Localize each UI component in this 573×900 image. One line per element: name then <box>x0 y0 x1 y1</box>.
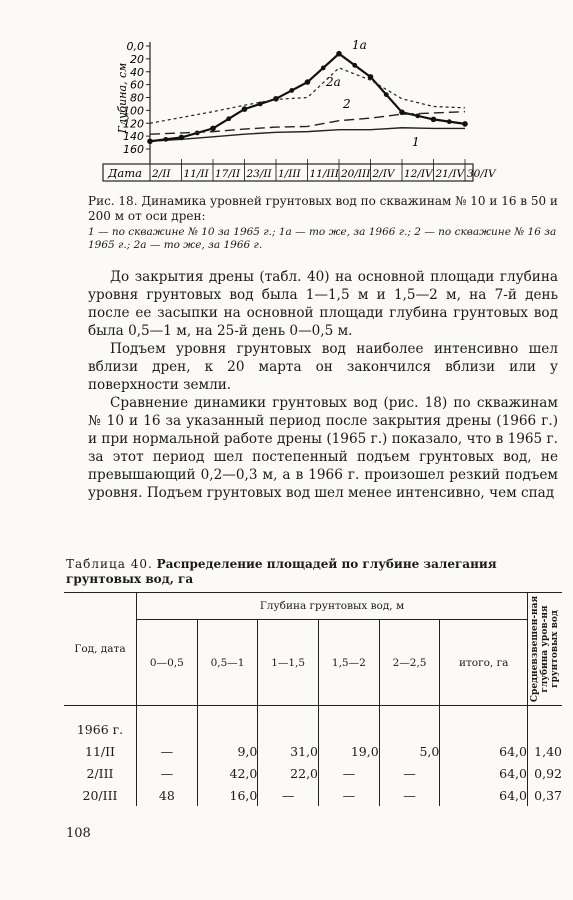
data-point <box>462 121 468 127</box>
x-tick-label: 11/II <box>183 168 209 180</box>
cell: — <box>379 762 440 784</box>
year-cell: 1966 г. <box>64 706 137 741</box>
x-tick-label: 21/IV <box>435 168 465 180</box>
figure-caption-title: Рис. 18. Динамика уровней грунтовых вод по скважинам № 10 и 16 в 50 и 200 м от оси дрен: <box>88 194 558 223</box>
data-point <box>163 137 168 142</box>
data-point <box>242 106 248 112</box>
table-label: Таблица 40. <box>66 557 153 571</box>
table-name: Распределение площадей по глубине залегания грунтовых вод, га <box>66 557 497 586</box>
y-tick-label: 0,0 <box>126 40 144 53</box>
x-tick-label: 11/III <box>309 168 339 180</box>
header-depth-group: Глубина грунтовых вод, м <box>137 593 528 620</box>
x-tick-label: 23/II <box>246 168 272 180</box>
cell: — <box>319 762 380 784</box>
figure-caption <box>88 194 558 252</box>
cell: — <box>379 784 440 806</box>
header-col: итого, га <box>440 620 528 706</box>
series-label-1: 1 <box>412 135 420 149</box>
table-row <box>64 706 562 741</box>
y-tick-label: 80 <box>130 91 144 105</box>
paragraph: Подъем уровня грунтовых вод наиболее интенсивно шел вблизи дрен, к 20 марта он закончился вблизи или у поверхности земли. <box>88 341 558 393</box>
header-col: 1—1,5 <box>258 620 319 706</box>
cell: — <box>137 740 198 762</box>
cell: 9,0 <box>197 740 258 762</box>
data-point <box>210 126 216 132</box>
header-col: 2—2,5 <box>379 620 440 706</box>
date-cell: 2/III <box>64 762 137 784</box>
y-tick-label: 60 <box>130 78 144 92</box>
cell: — <box>319 784 380 806</box>
data-point <box>336 51 342 57</box>
cell: 48 <box>137 784 198 806</box>
y-tick-label: 20 <box>130 52 144 66</box>
x-tick-label: 17/II <box>215 168 241 180</box>
x-tick-label: 30/IV <box>467 168 496 180</box>
table-row <box>64 762 562 784</box>
data-point <box>447 119 452 124</box>
paragraph: До закрытия дрены (табл. 40) на основной площади глубина уровня грунтовых вод была 1—1,5 м и 1,5—2 м, на 7-й день после ее засыпки на основной площади глубина грунтовых вод была 0,5—1 м, на 25-й день 0—0,5 м. <box>88 269 558 339</box>
data-point <box>226 116 231 121</box>
series-label-1а: 1а <box>352 38 367 52</box>
series-label-2а: 2а <box>326 75 341 89</box>
cell: 5,0 <box>379 740 440 762</box>
data-point <box>273 96 279 102</box>
x-tick-label: 20/III <box>341 168 371 180</box>
cell: 19,0 <box>319 740 380 762</box>
x-axis-label: Дата <box>108 166 142 180</box>
y-tick-label: 100 <box>123 104 144 118</box>
cell: 31,0 <box>258 740 319 762</box>
date-cell: 11/II <box>64 740 137 762</box>
data-point <box>179 135 185 141</box>
data-point <box>305 79 311 85</box>
paragraph: Сравнение динамики грунтовых вод (рис. 18) по скважинам № 10 и 16 за указанный период после закрытия дрены (1966 г.) и при нормальной работе дрены (1965 г.) показало, что в 1965 г. за этот период шел постепенный подъем грунтовых вод, не превышающий 0,2—0,3 м, а в 1966 г. произошел резкий подъем уровня. Подъем грунтовых вод шел менее интенсивно, чем спад <box>88 395 558 501</box>
data-point <box>384 92 389 97</box>
cell: 0,37 <box>534 787 562 803</box>
page-number: 108 <box>66 826 91 841</box>
x-tick-label: 1/III <box>278 168 301 180</box>
cell: 64,0 <box>440 762 528 784</box>
header-col: 1,5—2 <box>319 620 380 706</box>
x-tick-label: 2/II <box>152 168 171 180</box>
data-point <box>289 88 294 93</box>
header-avg-depth <box>528 593 563 706</box>
y-tick-label: 40 <box>130 65 144 79</box>
y-axis-label: Глубина, см <box>116 62 129 134</box>
cell: 1,40 <box>534 743 562 759</box>
y-tick-label: 140 <box>123 130 144 144</box>
cell: 64,0 <box>440 740 528 762</box>
date-cell: 20/III <box>64 784 137 806</box>
data-point <box>321 65 326 70</box>
data-table <box>64 592 562 806</box>
header-col: 0—0,5 <box>137 620 198 706</box>
figure-18-chart <box>0 0 573 190</box>
body-text <box>88 268 558 502</box>
cell: 22,0 <box>258 762 319 784</box>
header-col: 0,5—1 <box>197 620 258 706</box>
y-tick-label: 120 <box>123 117 144 131</box>
cell: 64,0 <box>440 784 528 806</box>
y-tick-label: 160 <box>123 143 144 156</box>
data-point <box>352 63 357 68</box>
header-year: Год, дата <box>64 593 137 706</box>
table-row <box>64 740 562 762</box>
cell: — <box>137 762 198 784</box>
series-label-2: 2 <box>343 97 351 111</box>
table-row <box>64 784 562 806</box>
header-avg-depth-text: Средневзвешен-ная глубина уров-ня грунтовых вод <box>530 595 560 703</box>
cell: 0,92 <box>534 765 562 781</box>
cell: 16,0 <box>197 784 258 806</box>
x-tick-label: 2/IV <box>372 168 395 180</box>
chart-svg <box>0 0 573 190</box>
data-point <box>431 117 437 123</box>
cell: 42,0 <box>197 762 258 784</box>
figure-caption-legend: 1 — по скважине № 10 за 1965 г.; 1а — то же, за 1966 г.; 2 — по скважине № 16 за 1965 г.; 2а — то же, за 1966 г. <box>88 226 557 251</box>
table-title <box>66 557 556 587</box>
x-tick-label: 12/IV <box>404 168 433 180</box>
data-point <box>147 138 153 144</box>
cell: — <box>258 784 319 806</box>
